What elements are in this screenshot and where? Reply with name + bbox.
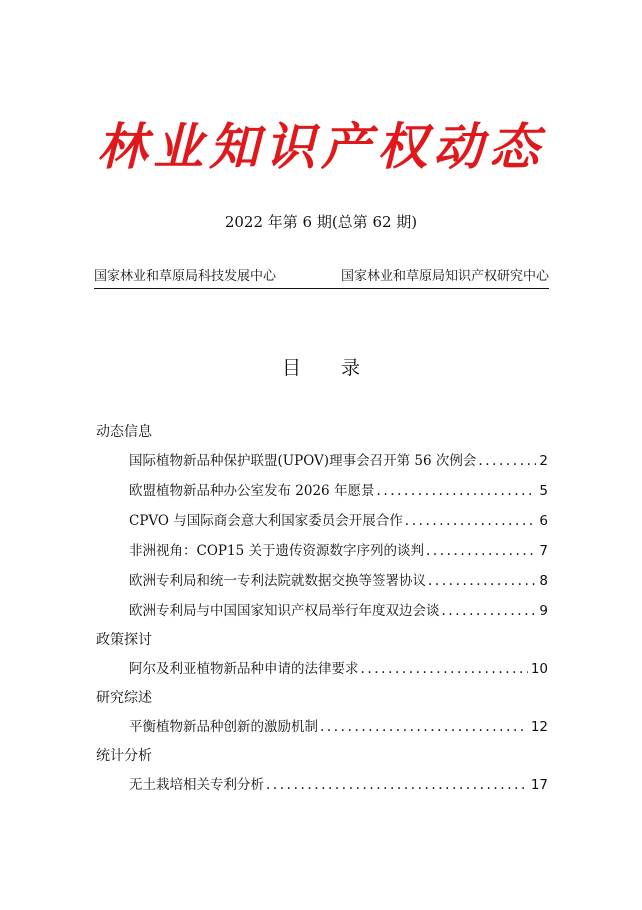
publisher-2: 国家林业和草原局知识产权研究中心 bbox=[340, 269, 549, 284]
section-heading: 统计分析 bbox=[96, 748, 152, 764]
toc-entry[interactable] bbox=[129, 566, 548, 596]
issue-number: 2022 年第 6 期(总第 62 期) bbox=[224, 213, 418, 231]
toc-entry-page: 7 bbox=[539, 543, 548, 559]
toc-entry-title: 平衡植物新品种创新的激励机制 bbox=[129, 719, 318, 735]
toc-entry-title: 无土栽培相关专利分析 bbox=[129, 777, 264, 793]
toc-title: 目录 bbox=[281, 357, 400, 379]
toc-entry-title: 欧洲专利局和统一专利法院就数据交换等签署协议 bbox=[129, 573, 426, 589]
toc-entry-title: 国际植物新品种保护联盟(UPOV)理事会召开第 56 次例会 bbox=[129, 453, 477, 469]
dot-leader bbox=[266, 770, 528, 800]
toc-entry-page: 17 bbox=[530, 777, 548, 793]
toc-entry[interactable] bbox=[129, 712, 548, 742]
toc-entry[interactable] bbox=[129, 596, 548, 626]
dot-leader bbox=[478, 446, 536, 476]
toc-entry[interactable] bbox=[129, 770, 548, 800]
section-heading: 研究综述 bbox=[96, 690, 152, 706]
toc-entry[interactable] bbox=[129, 536, 548, 566]
toc-entry-title: 欧洲专利局与中国国家知识产权局举行年度双边会谈 bbox=[129, 603, 440, 619]
toc-entry[interactable] bbox=[129, 476, 548, 506]
dot-leader bbox=[426, 536, 536, 566]
dot-leader bbox=[376, 476, 536, 506]
dot-leader bbox=[361, 654, 528, 684]
section-heading: 动态信息 bbox=[96, 424, 152, 440]
dot-leader bbox=[405, 506, 537, 536]
toc-entry-page: 8 bbox=[539, 573, 548, 589]
dot-leader bbox=[320, 712, 528, 742]
publisher-line bbox=[94, 267, 549, 289]
toc-entry[interactable] bbox=[129, 446, 548, 476]
dot-leader bbox=[442, 596, 537, 626]
toc-entry-title: 非洲视角：COP15 关于遗传资源数字序列的谈判 bbox=[129, 543, 424, 559]
publisher-1: 国家林业和草原局科技发展中心 bbox=[94, 269, 277, 284]
table-of-contents bbox=[96, 418, 548, 800]
section-heading: 政策探讨 bbox=[96, 632, 152, 648]
toc-entry-page: 10 bbox=[530, 661, 548, 677]
toc-entry-page: 9 bbox=[539, 603, 548, 619]
toc-entry-page: 5 bbox=[539, 483, 548, 499]
masthead-title: 林业知识产权动态 bbox=[97, 117, 545, 176]
toc-entry-title: CPVO 与国际商会意大利国家委员会开展合作 bbox=[129, 513, 403, 529]
toc-entry-page: 6 bbox=[539, 513, 548, 529]
toc-entry-page: 2 bbox=[539, 453, 548, 469]
toc-entry-title: 阿尔及利亚植物新品种申请的法律要求 bbox=[129, 661, 359, 677]
toc-entry[interactable] bbox=[129, 506, 548, 536]
dot-leader bbox=[428, 566, 536, 596]
toc-entry-title: 欧盟植物新品种办公室发布 2026 年愿景 bbox=[129, 483, 375, 499]
toc-entry[interactable] bbox=[129, 654, 548, 684]
toc-entry-page: 12 bbox=[530, 719, 548, 735]
